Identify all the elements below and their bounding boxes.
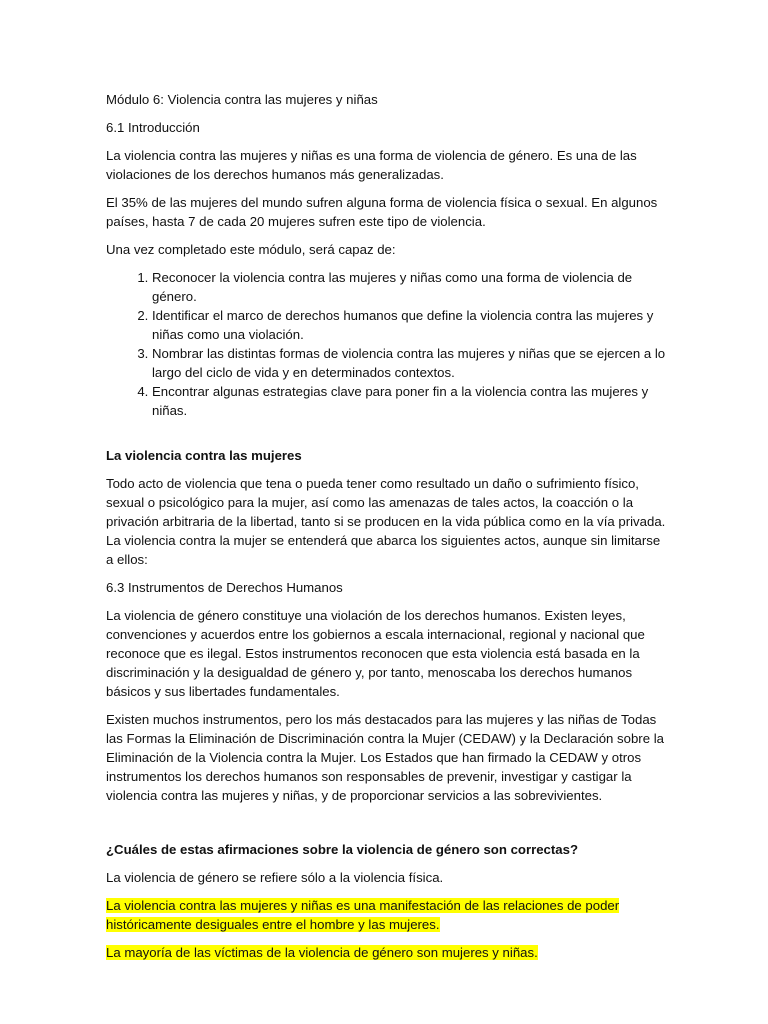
spacer [106,420,671,446]
objective-item: 2. Identificar el marco de derechos humanos que define la violencia contra las mujeres y niñas como una violación. [152,306,671,344]
highlighted-text: La violencia contra las mujeres y niñas es una manifestación de las relaciones de poder históricamente desiguales entre el hombre y las mujeres. [106,898,620,932]
spacer [106,814,671,840]
objectives-list [106,268,671,420]
objective-item: 4. Encontrar algunas estrategias clave para poner fin a la violencia contra las mujeres y niñas. [152,382,671,420]
definition-paragraph: Todo acto de violencia que tena o pueda tener como resultado un daño o sufrimiento físico, sexual o psicológico para la mujer, así como las amenazas de tales actos, la coacción o la privación arbitraria de la libertad, tanto si se producen en la vida pública como en la vía privada. La violencia contra la mujer se entenderá que abarca los siguientes actos, aunque sin limitarse a ellos: [106,476,666,567]
objective-item: 3. Nombrar las distintas formas de violencia contra las mujeres y niñas que se ejercen a lo largo del ciclo de vida y en determinados contextos. [152,344,671,382]
section-instruments-heading: 6.3 Instrumentos de Derechos Humanos [106,580,343,595]
module-title: Módulo 6: Violencia contra las mujeres y niñas [106,92,378,107]
quiz-answer-3 [106,943,671,962]
instruments-paragraph-1: La violencia de género constituye una violación de los derechos humanos. Existen leyes, convenciones y acuerdos entre los gobiernos a escala internacional, regional y nacional que reconoce que es ilegal. Estos instrumentos reconocen que esta violencia está basada en la discriminación y la desigualdad de género y, por tanto, menoscaba los derechos humanos básicos y sus libertades fundamentales. [106,608,645,699]
section-intro-heading: 6.1 Introducción [106,120,200,135]
objective-item: 1. Reconocer la violencia contra las mujeres y niñas como una forma de violencia de género. [152,268,671,306]
objectives-intro: Una vez completado este módulo, será capaz de: [106,242,396,257]
quiz-answer-2 [106,896,671,934]
instruments-paragraph-2: Existen muchos instrumentos, pero los más destacados para las mujeres y las niñas de Todas las Formas la Eliminación de Discriminación contra la Mujer (CEDAW) y la Declaración sobre la Eliminación de la Violencia contra la Mujer. Los Estados que han firmado la CEDAW y otros instrumentos los derechos humanos son responsables de prevenir, investigar y castigar la violencia contra las mujeres y niñas, y de proporcionar servicios a las sobrevivientes. [106,712,664,803]
quiz-answer-1: La violencia de género se refiere sólo a la violencia física. [106,870,444,885]
quiz-question: ¿Cuáles de estas afirmaciones sobre la violencia de género son correctas? [106,842,579,857]
intro-paragraph: La violencia contra las mujeres y niñas es una forma de violencia de género. Es una de las violaciones de los derechos humanos más generalizadas. [106,148,637,182]
statistics-paragraph: El 35% de las mujeres del mundo sufren alguna forma de violencia física o sexual. En algunos países, hasta 7 de cada 20 mujeres sufren este tipo de violencia. [106,195,658,229]
highlighted-text: La mayoría de las víctimas de la violencia de género son mujeres y niñas. [106,945,538,960]
violence-heading: La violencia contra las mujeres [106,448,302,463]
document-content [106,90,671,971]
